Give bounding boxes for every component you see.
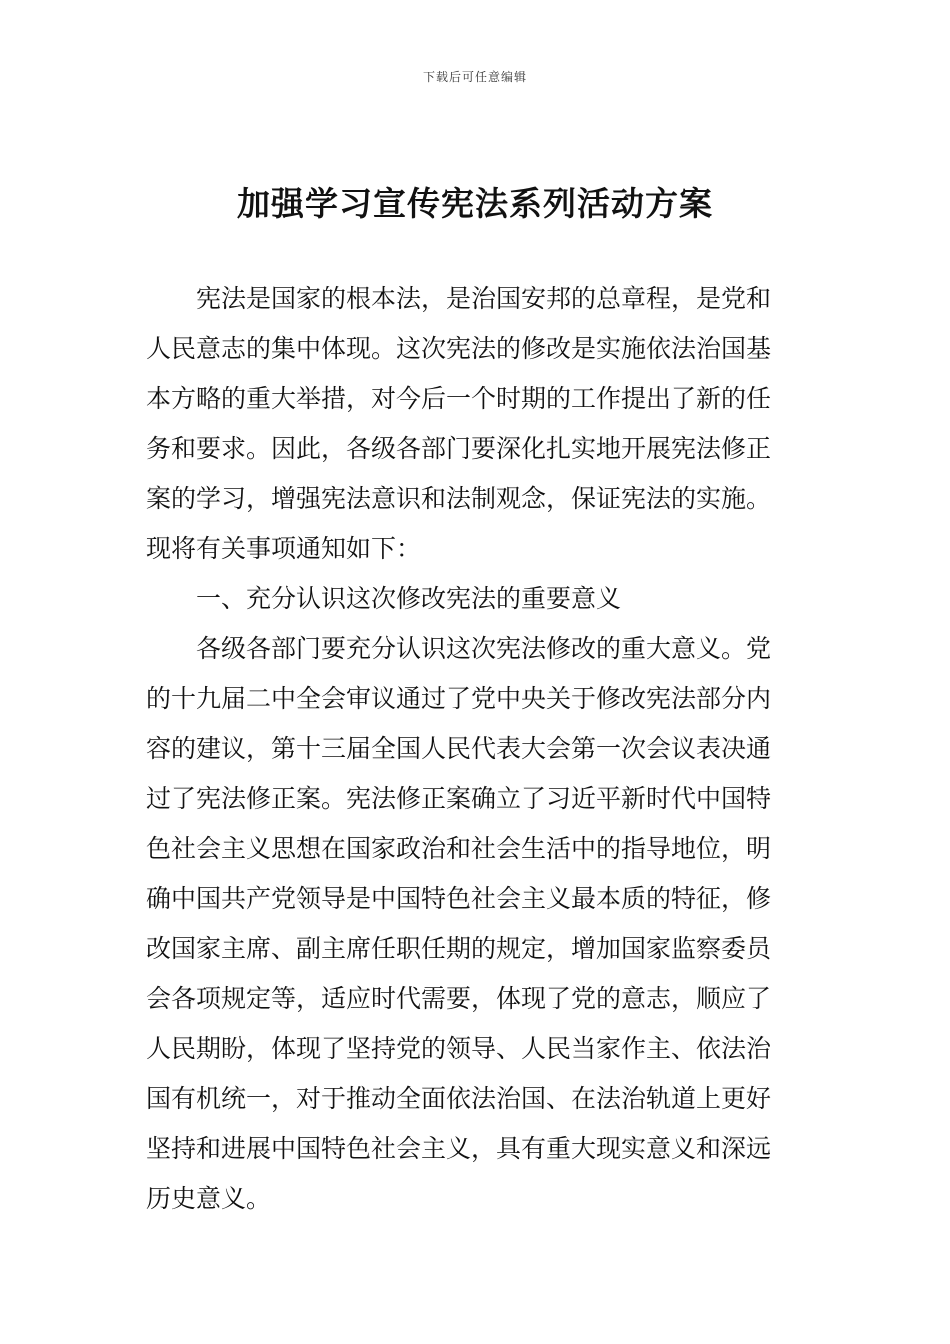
- paragraph-line: 过了宪法修正案。宪法修正案确立了习近平新时代中国特: [146, 784, 772, 813]
- paragraph-line: 宪法是国家的根本法，是治国安邦的总章程，是党和: [196, 284, 772, 313]
- paragraph-line: 改国家主席、副主席任职任期的规定，增加国家监察委员: [146, 934, 772, 963]
- paragraph-line: 确中国共产党领导是中国特色社会主义最本质的特征，修: [146, 884, 772, 913]
- section-heading: 一、充分认识这次修改宪法的重要意义: [196, 584, 622, 613]
- paragraph-line: 色社会主义思想在国家政治和社会生活中的指导地位，明: [146, 834, 772, 863]
- paragraph-line: 的十九届二中全会审议通过了党中央关于修改宪法部分内: [146, 684, 772, 713]
- paragraph-line: 现将有关事项通知如下：: [146, 534, 422, 563]
- paragraph-line: 务和要求。因此，各级各部门要深化扎实地开展宪法修正: [146, 434, 772, 463]
- paragraph-line: 会各项规定等，适应时代需要，体现了党的意志，顺应了: [146, 984, 772, 1013]
- paragraph-line: 各级各部门要充分认识这次宪法修改的重大意义。党: [196, 634, 772, 663]
- paragraph-line: 人民意志的集中体现。这次宪法的修改是实施依法治国基: [146, 334, 772, 363]
- paragraph-line: 国有机统一，对于推动全面依法治国、在法治轨道上更好: [146, 1084, 772, 1113]
- paragraph-line: 历史意义。: [146, 1184, 272, 1213]
- paragraph-line: 案的学习，增强宪法意识和法制观念，保证宪法的实施。: [146, 484, 772, 513]
- document-body: [146, 274, 786, 1224]
- header-note: 下载后可任意编辑: [422, 70, 527, 84]
- paragraph-line: 容的建议，第十三届全国人民代表大会第一次会议表决通: [146, 734, 772, 763]
- paragraph-line: 坚持和进展中国特色社会主义，具有重大现实意义和深远: [146, 1134, 772, 1163]
- document-title: 加强学习宣传宪法系列活动方案: [237, 184, 713, 223]
- paragraph-line: 人民期盼，体现了坚持党的领导、人民当家作主、依法治: [146, 1034, 772, 1063]
- paragraph-line: 本方略的重大举措，对今后一个时期的工作提出了新的任: [146, 384, 772, 413]
